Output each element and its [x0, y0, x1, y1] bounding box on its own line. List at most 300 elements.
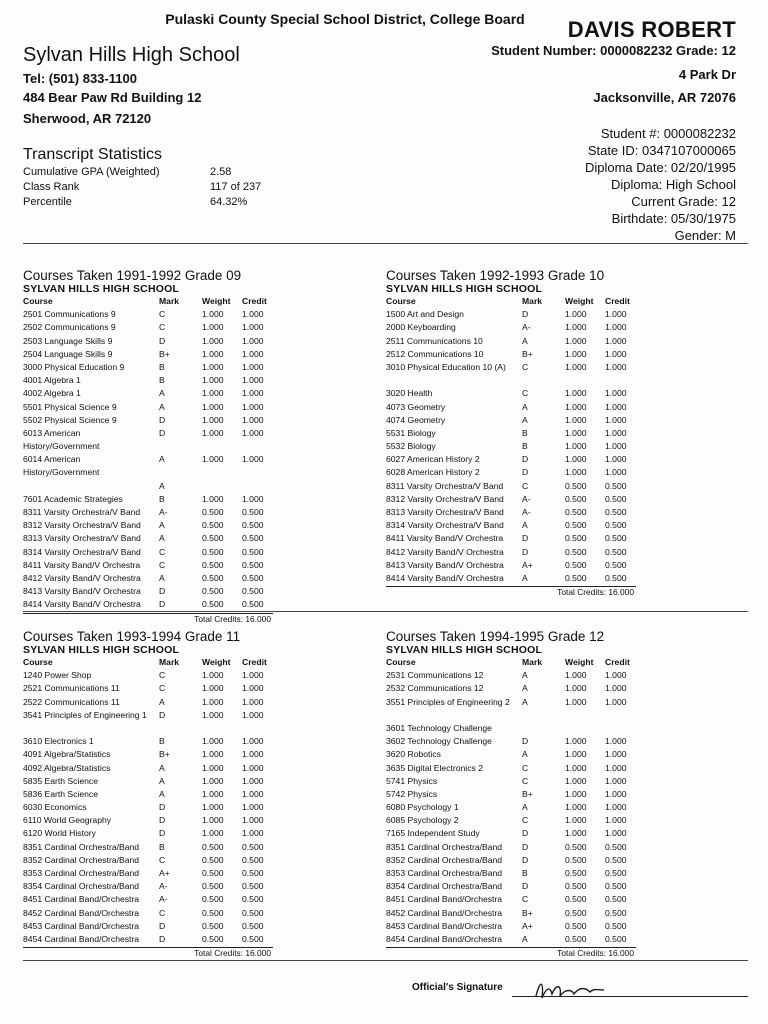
table-row [23, 493, 273, 506]
course-name: 8353 Cardinal Orchestra/Band [23, 868, 140, 879]
table-row [23, 387, 273, 400]
course-mark: D [159, 414, 166, 425]
school-address-2: Sherwood, AR 72120 [23, 111, 152, 126]
table-row [23, 308, 273, 321]
course-credit: 1.000 [242, 749, 264, 760]
course-name: 3602 Technology Challenge [386, 736, 492, 747]
course-name: 3601 Technology Challenge [386, 722, 492, 733]
course-credit: 1.000 [605, 736, 627, 747]
header-divider [23, 243, 748, 244]
course-block-1993-1994 [23, 629, 273, 959]
course-name: 2502 Communications 9 [23, 322, 116, 333]
table-row [386, 401, 636, 414]
course-weight: 0.500 [202, 507, 224, 518]
course-credit: 1.000 [242, 762, 264, 773]
course-credit: 1.000 [242, 802, 264, 813]
course-mark: B+ [522, 907, 533, 918]
course-weight: 1.000 [565, 828, 587, 839]
mid-divider [23, 611, 748, 612]
course-name: 8312 Varsity Orchestra/V Band [386, 493, 504, 504]
course-weight: 0.500 [202, 533, 224, 544]
course-name: 3620 Robotics [386, 749, 441, 760]
course-credit: 1.000 [605, 802, 627, 813]
course-mark: C [159, 559, 166, 570]
block-title: Courses Taken 1992-1993 Grade 10 [386, 268, 605, 283]
course-weight: 0.500 [565, 480, 587, 491]
course-credit: 1.000 [605, 401, 627, 412]
course-weight: 0.500 [202, 546, 224, 557]
student-num: Student #: 0000082232 [600, 126, 736, 141]
table-row [386, 335, 636, 348]
course-mark: A- [159, 507, 168, 518]
course-credit: 1.000 [605, 670, 627, 681]
signature-mark [532, 976, 612, 1007]
table-row [386, 493, 636, 506]
course-weight: 1.000 [202, 709, 224, 720]
course-name: 8452 Cardinal Band/Orchestra [386, 907, 503, 918]
table-row [386, 748, 636, 761]
course-block-1994-1995 [386, 629, 636, 959]
table-row [23, 401, 273, 414]
table-row [386, 814, 636, 827]
course-weight: 1.000 [565, 683, 587, 694]
state-id: State ID: 0347107000065 [587, 143, 736, 158]
table-row [386, 427, 636, 440]
course-weight: 1.000 [202, 670, 224, 681]
stat-percentile [23, 196, 247, 208]
course-name: 8451 Cardinal Band/Orchestra [23, 894, 140, 905]
column-header-weight: Weight [565, 296, 594, 306]
course-credit: 1.000 [605, 683, 627, 694]
course-mark: C [159, 309, 166, 320]
course-weight: 1.000 [565, 815, 587, 826]
course-weight: 0.500 [565, 533, 587, 544]
course-name: 2521 Communications 11 [23, 683, 120, 694]
course-mark: B [159, 736, 165, 747]
table-row [386, 546, 636, 559]
table-row [23, 801, 273, 814]
course-credit: 1.000 [605, 335, 627, 346]
table-row [23, 827, 273, 840]
course-credit: 1.000 [242, 454, 264, 465]
course-weight: 1.000 [565, 335, 587, 346]
course-credit: 0.500 [242, 868, 264, 879]
course-mark: A- [522, 322, 531, 333]
course-credit: 1.000 [242, 696, 264, 707]
course-weight: 1.000 [565, 309, 587, 320]
course-weight: 1.000 [202, 348, 224, 359]
course-credit: 0.500 [605, 533, 627, 544]
course-weight: 1.000 [202, 322, 224, 333]
course-credit: 1.000 [242, 414, 264, 425]
table-row [23, 735, 273, 748]
course-mark: B+ [522, 788, 533, 799]
table-row [23, 321, 273, 334]
course-mark: D [522, 454, 529, 465]
course-mark: C [522, 762, 529, 773]
course-weight: 1.000 [202, 309, 224, 320]
table-row [386, 682, 636, 695]
table-row [386, 827, 636, 840]
course-name: 5742 Physics [386, 788, 438, 799]
course-credit: 1.000 [605, 309, 627, 320]
course-credit: 1.000 [242, 401, 264, 412]
course-weight: 1.000 [202, 683, 224, 694]
course-name: 8451 Cardinal Band/Orchestra [386, 894, 503, 905]
table-row [23, 598, 273, 611]
course-weight: 1.000 [565, 670, 587, 681]
course-credit: 0.500 [605, 572, 627, 583]
course-mark: B [522, 868, 528, 879]
table-row [23, 361, 273, 374]
table-row [23, 933, 273, 946]
course-credit: 1.000 [242, 335, 264, 346]
course-weight: 1.000 [565, 322, 587, 333]
course-name: 3020 Health [386, 388, 433, 399]
course-credit: 0.500 [605, 933, 627, 944]
course-weight: 0.500 [202, 841, 224, 852]
table-row [386, 867, 636, 880]
table-row [23, 427, 273, 453]
school-address-1: 484 Bear Paw Rd Building 12 [23, 90, 202, 105]
course-mark: C [159, 322, 166, 333]
course-name: 4074 Geometry [386, 414, 446, 425]
table-row [386, 788, 636, 801]
table-row [386, 893, 636, 906]
course-credit: 1.000 [242, 788, 264, 799]
course-mark: B [159, 493, 165, 504]
course-mark: A [159, 533, 165, 544]
stat-rank-value: 117 of 237 [210, 181, 262, 193]
course-name: 5836 Earth Science [23, 788, 99, 799]
course-weight: 1.000 [202, 401, 224, 412]
table-row [23, 748, 273, 761]
course-credit: 1.000 [605, 788, 627, 799]
course-mark: D [522, 533, 529, 544]
course-credit: 0.500 [605, 493, 627, 504]
stat-gpa-label: Cumulative GPA (Weighted) [23, 166, 160, 178]
course-credit: 0.500 [242, 907, 264, 918]
table-row [23, 532, 273, 545]
course-mark: B [159, 361, 165, 372]
course-credit: 1.000 [242, 388, 264, 399]
course-mark: D [159, 933, 166, 944]
course-name: 6110 World Geography [23, 815, 112, 826]
course-mark: B [522, 427, 528, 438]
table-row [23, 920, 273, 933]
course-mark: A [522, 572, 528, 583]
table-row [386, 532, 636, 545]
table-row [23, 814, 273, 827]
column-header-course: Course [23, 657, 53, 667]
course-credit: 1.000 [242, 348, 264, 359]
course-credit: 1.000 [605, 388, 627, 399]
course-mark: C [159, 907, 166, 918]
course-mark: A [522, 401, 528, 412]
course-weight: 0.500 [565, 881, 587, 892]
course-weight: 0.500 [565, 894, 587, 905]
course-name: 3000 Physical Education 9 [23, 361, 125, 372]
column-header-weight: Weight [565, 657, 594, 667]
course-mark: D [159, 709, 166, 720]
course-mark: D [159, 815, 166, 826]
course-name: 7601 Academic Strategies [23, 493, 123, 504]
course-mark: D [159, 828, 166, 839]
course-mark: B [159, 375, 165, 386]
course-credit: 1.000 [605, 775, 627, 786]
course-mark: A [522, 670, 528, 681]
signature-scribble-icon [532, 976, 612, 1002]
course-credit: 1.000 [242, 361, 264, 372]
course-mark: C [522, 361, 529, 372]
course-name: 2531 Communications 12 [386, 670, 484, 681]
table-row [23, 788, 273, 801]
table-row [23, 559, 273, 572]
course-name: 7165 Independent Study [386, 828, 480, 839]
course-credit: 1.000 [605, 762, 627, 773]
course-credit: 1.000 [242, 322, 264, 333]
course-credit: 1.000 [605, 348, 627, 359]
course-mark: B [159, 841, 165, 852]
course-credit: 0.500 [242, 520, 264, 531]
table-row [386, 933, 636, 946]
course-mark: A [159, 401, 165, 412]
course-credit: 0.500 [242, 894, 264, 905]
block-title: Courses Taken 1994-1995 Grade 12 [386, 629, 605, 644]
course-weight: 1.000 [565, 788, 587, 799]
course-mark: D [522, 467, 529, 478]
course-name: 8413 Varsity Band/V Orchestra [386, 559, 504, 570]
course-name: 6014 American History/Government [23, 454, 100, 478]
course-credit: 0.500 [242, 546, 264, 557]
total-credits: Total Credits: 16.000 [557, 948, 634, 959]
column-header-credit: Credit [605, 296, 630, 306]
total-credits: Total Credits: 16.000 [194, 948, 271, 959]
table-row [23, 585, 273, 598]
table-row [386, 696, 636, 722]
course-mark: A [159, 788, 165, 799]
course-weight: 0.500 [565, 868, 587, 879]
course-weight: 1.000 [565, 401, 587, 412]
course-mark: A+ [522, 559, 533, 570]
block-school: SYLVAN HILLS HIGH SCHOOL [386, 283, 543, 295]
block-school: SYLVAN HILLS HIGH SCHOOL [23, 283, 180, 295]
course-mark: A [159, 775, 165, 786]
course-mark: C [522, 894, 529, 905]
column-header-row [23, 656, 273, 669]
signature-label: Official's Signature [412, 982, 503, 993]
course-credit: 1.000 [605, 696, 627, 707]
course-name: 3010 Physical Education 10 (A) [386, 361, 506, 372]
course-name: 8453 Cardinal Band/Orchestra [23, 920, 140, 931]
course-credit: 0.500 [242, 559, 264, 570]
course-weight: 1.000 [202, 815, 224, 826]
course-weight: 0.500 [202, 907, 224, 918]
course-name: 6085 Psychology 2 [386, 815, 459, 826]
course-weight: 1.000 [202, 375, 224, 386]
course-credit: 1.000 [242, 775, 264, 786]
course-name: 3635 Digital Electronics 2 [386, 762, 483, 773]
course-credit: 1.000 [605, 828, 627, 839]
course-weight: 1.000 [202, 696, 224, 707]
table-row [386, 907, 636, 920]
course-name: 2503 Language Skills 9 [23, 335, 113, 346]
table-row [386, 559, 636, 572]
course-weight: 0.500 [202, 868, 224, 879]
course-credit: 0.500 [605, 854, 627, 865]
course-name: 6030 Economics [23, 802, 87, 813]
course-credit: 0.500 [242, 507, 264, 518]
table-row [386, 453, 636, 466]
table-row [23, 880, 273, 893]
course-mark: A+ [159, 868, 170, 879]
course-credit: 1.000 [242, 683, 264, 694]
course-name: 6013 American History/Government [23, 427, 100, 452]
course-name: 4002 Algebra 1 [23, 388, 81, 399]
table-row [23, 907, 273, 920]
course-credit: 1.000 [605, 467, 627, 478]
course-credit: 0.500 [605, 920, 627, 931]
course-name: 5501 Physical Science 9 [23, 401, 117, 412]
course-weight: 1.000 [565, 467, 587, 478]
course-weight: 0.500 [565, 559, 587, 570]
course-name: 8454 Cardinal Band/Orchestra [23, 933, 140, 944]
course-credit: 0.500 [242, 881, 264, 892]
course-mark: D [159, 586, 166, 597]
table-row [386, 321, 636, 334]
stat-percentile-value: 64.32% [210, 196, 248, 208]
course-mark: A [159, 572, 165, 583]
course-weight: 1.000 [202, 454, 224, 465]
block-title: Courses Taken 1991-1992 Grade 09 [23, 268, 242, 283]
course-name: 8351 Cardinal Orchestra/Band [23, 841, 140, 852]
course-credit: 0.500 [242, 533, 264, 544]
course-weight: 0.500 [202, 572, 224, 583]
stat-percentile-label: Percentile [23, 196, 72, 208]
course-name: 2511 Communications 10 [386, 335, 483, 346]
table-row [386, 348, 636, 361]
table-row [23, 867, 273, 880]
course-name: 3541 Principles of Engineering 1 [23, 709, 147, 720]
course-mark: A [159, 454, 165, 465]
gender: Gender: M [674, 228, 736, 243]
column-header-mark: Mark [159, 296, 180, 306]
table-row [23, 682, 273, 695]
column-header-mark: Mark [522, 657, 543, 667]
course-mark: A [522, 414, 528, 425]
stat-rank [23, 181, 261, 193]
course-name: 8311 Varsity Orchestra/V Band [386, 480, 504, 491]
course-block-1991-1992 [23, 268, 273, 625]
course-mark: A- [159, 881, 168, 892]
course-mark: B+ [159, 749, 170, 760]
course-mark: A [522, 696, 528, 707]
course-credit: 0.500 [242, 933, 264, 944]
course-name: 2532 Communications 12 [386, 683, 484, 694]
course-weight: 1.000 [565, 361, 587, 372]
course-credit: 1.000 [605, 322, 627, 333]
course-name: 4092 Algebra/Statistics [23, 762, 111, 773]
course-name: 5835 Earth Science [23, 775, 99, 786]
course-name: 8411 Varsity Band/V Orchestra [23, 559, 141, 570]
student-address-1: 4 Park Dr [678, 67, 736, 82]
course-name: 8414 Varsity Band/V Orchestra [386, 572, 504, 583]
course-name: 8312 Varsity Orchestra/V Band [23, 520, 141, 531]
table-row [386, 920, 636, 933]
course-weight: 0.500 [202, 559, 224, 570]
course-weight: 1.000 [202, 388, 224, 399]
table-row [386, 841, 636, 854]
course-mark: D [159, 427, 166, 438]
course-name: 8313 Varsity Orchestra/V Band [23, 533, 141, 544]
course-credit: 0.500 [605, 559, 627, 570]
course-name: 8311 Varsity Orchestra/V Band [23, 507, 141, 518]
course-mark: C [522, 480, 529, 491]
table-row [386, 669, 636, 682]
school-phone: Tel: (501) 833-1100 [23, 71, 137, 86]
course-credit: 1.000 [242, 815, 264, 826]
course-weight: 1.000 [202, 414, 224, 425]
course-mark: D [522, 546, 529, 557]
course-name: 1500 Art and Design [386, 309, 464, 320]
table-row [23, 696, 273, 709]
table-row [386, 775, 636, 788]
column-header-weight: Weight [202, 296, 231, 306]
course-mark: A+ [522, 920, 533, 931]
course-weight: 1.000 [565, 441, 587, 452]
course-weight: 1.000 [202, 762, 224, 773]
course-credit: 1.000 [242, 375, 264, 386]
course-name: 4001 Algebra 1 [23, 375, 81, 386]
course-name: 2504 Language Skills 9 [23, 348, 113, 359]
course-name: 4073 Geometry [386, 401, 446, 412]
course-weight: 0.500 [202, 894, 224, 905]
course-name: 8453 Cardinal Band/Orchestra [386, 920, 503, 931]
course-weight: 0.500 [565, 841, 587, 852]
course-weight: 0.500 [202, 933, 224, 944]
course-name: 8314 Varsity Orchestra/V Band [23, 546, 141, 557]
course-mark: B [522, 441, 528, 452]
course-mark: C [159, 854, 166, 865]
course-mark: A [159, 388, 165, 399]
course-name: 6028 American History 2 [386, 467, 480, 478]
table-row [23, 480, 273, 493]
table-row [23, 572, 273, 585]
course-credit: 0.500 [605, 841, 627, 852]
birthdate: Birthdate: 05/30/1975 [611, 211, 736, 226]
course-weight: 1.000 [202, 788, 224, 799]
column-header-weight: Weight [202, 657, 231, 667]
course-mark: A- [159, 894, 168, 905]
table-row [386, 308, 636, 321]
course-mark: A- [522, 507, 531, 518]
course-mark: D [522, 854, 529, 865]
course-name: 8411 Varsity Band/V Orchestra [386, 533, 504, 544]
course-weight: 0.500 [565, 854, 587, 865]
bottom-divider [23, 960, 748, 961]
course-mark: C [522, 815, 529, 826]
course-weight: 1.000 [202, 493, 224, 504]
course-weight: 1.000 [565, 802, 587, 813]
course-credit: 1.000 [605, 427, 627, 438]
course-mark: A [159, 696, 165, 707]
course-credit: 0.500 [242, 920, 264, 931]
course-mark: A- [522, 493, 531, 504]
table-row [23, 453, 273, 479]
course-weight: 0.500 [565, 546, 587, 557]
course-name: 4091 Algebra/Statistics [23, 749, 111, 760]
course-mark: C [159, 546, 166, 557]
